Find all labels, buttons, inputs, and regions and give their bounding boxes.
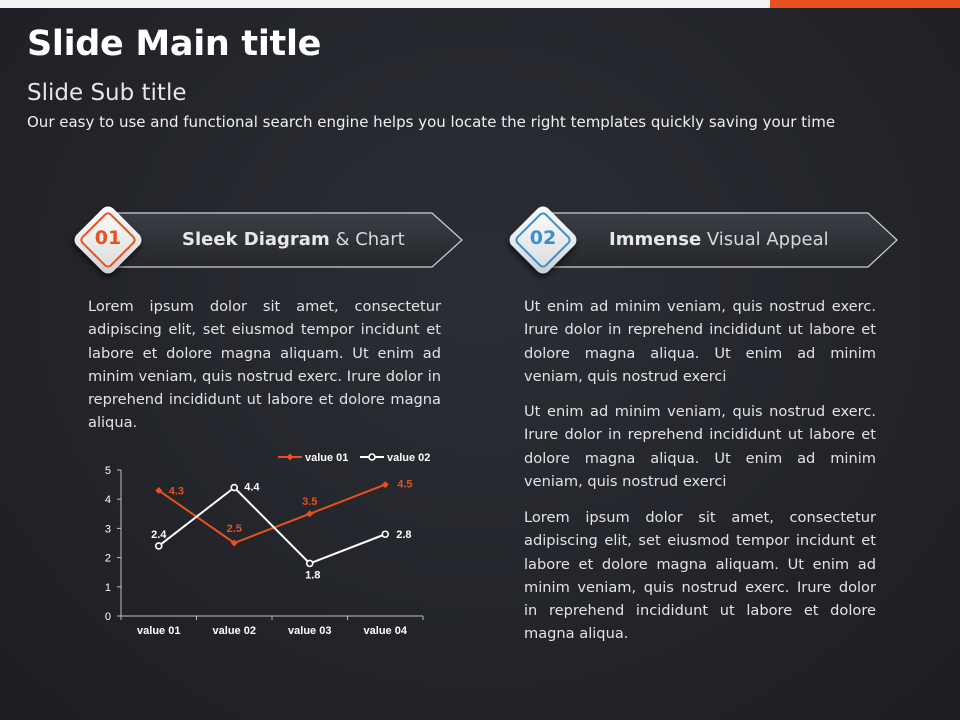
- data-label: 2.5: [226, 523, 242, 535]
- x-tick-label: value 01: [137, 625, 181, 637]
- series-line-1: [159, 485, 386, 543]
- banner-right-heading-bold: Immense: [609, 229, 702, 250]
- data-point: [382, 481, 389, 488]
- banner-left-heading-bold: Sleek Diagram: [182, 229, 330, 250]
- top-bar-accent: [770, 0, 960, 8]
- data-label: 4.4: [244, 481, 260, 494]
- line-chart: [88, 446, 448, 641]
- badge-02-number: 02: [529, 227, 557, 249]
- x-tick-label: value 03: [288, 625, 332, 637]
- data-label: 3.5: [302, 495, 318, 508]
- banner-left-heading-rest: & Chart: [329, 229, 405, 250]
- banner-right-heading: [609, 229, 829, 250]
- right-paragraph-2: Ut enim ad minim veniam, quis nostrud exerc. Irure dolor in reprehend incididunt ut labore et dolore magna aliqua. Ut enim ad minim veniam, quis nostrud exerci: [524, 403, 876, 490]
- legend-marker: [287, 454, 294, 461]
- x-tick-label: value 02: [212, 625, 256, 637]
- slide-title: Slide Main title: [27, 24, 322, 64]
- badge-01-number: 01: [94, 227, 122, 249]
- data-point: [307, 560, 313, 566]
- banner-right-heading-rest: Visual Appeal: [701, 229, 829, 250]
- series-line-2: [159, 488, 386, 564]
- legend-label: value 01: [305, 452, 349, 464]
- data-point: [156, 543, 162, 549]
- banner-left-heading: [182, 229, 405, 250]
- banner-left: [70, 212, 465, 268]
- y-tick-label: 4: [104, 494, 111, 507]
- data-label: 4.5: [397, 478, 413, 491]
- right-paragraph-3: Lorem ipsum dolor sit amet, consectetur adipiscing elit, set eiusmod tempor incidunt et labore et dolore magna aliquam. Ut enim ad minim veniam, quis nostrud exerc. Irure dolor in reprehend incididunt ut labore et dolore magna aliqua.: [524, 509, 876, 643]
- slide-subtitle: Slide Sub title: [27, 80, 187, 106]
- legend-label: value 02: [387, 452, 431, 464]
- y-tick-label: 3: [104, 523, 111, 536]
- data-point: [231, 485, 237, 491]
- banner-right: [506, 212, 901, 268]
- y-tick-label: 5: [104, 465, 111, 477]
- data-point: [306, 510, 313, 517]
- y-tick-label: 0: [104, 611, 111, 623]
- legend-marker: [369, 454, 375, 460]
- left-paragraph: Lorem ipsum dolor sit amet, consectetur adipiscing elit, set eiusmod tempor incidunt et labore et dolore magna aliquam. Ut enim ad minim veniam, quis nostrud exerc. Irure dolor in reprehend incididunt ut labore et dolore magna aliqua.: [88, 298, 441, 432]
- data-label: 2.8: [396, 529, 412, 542]
- y-tick-label: 2: [104, 552, 111, 565]
- slide-description: Our easy to use and functional search engine helps you locate the right templates quickly saving your time: [27, 113, 836, 131]
- right-paragraph-1: Ut enim ad minim veniam, quis nostrud exerc. Irure dolor in reprehend incididunt ut labore et dolore magna aliqua. Ut enim ad minim veniam, quis nostrud exerci: [524, 298, 876, 385]
- data-label: 1.8: [305, 569, 321, 582]
- y-tick-label: 1: [104, 581, 111, 594]
- data-label: 4.3: [168, 485, 185, 498]
- data-label: 2.4: [151, 528, 167, 541]
- x-tick-label: value 04: [363, 625, 407, 637]
- data-point: [382, 531, 388, 537]
